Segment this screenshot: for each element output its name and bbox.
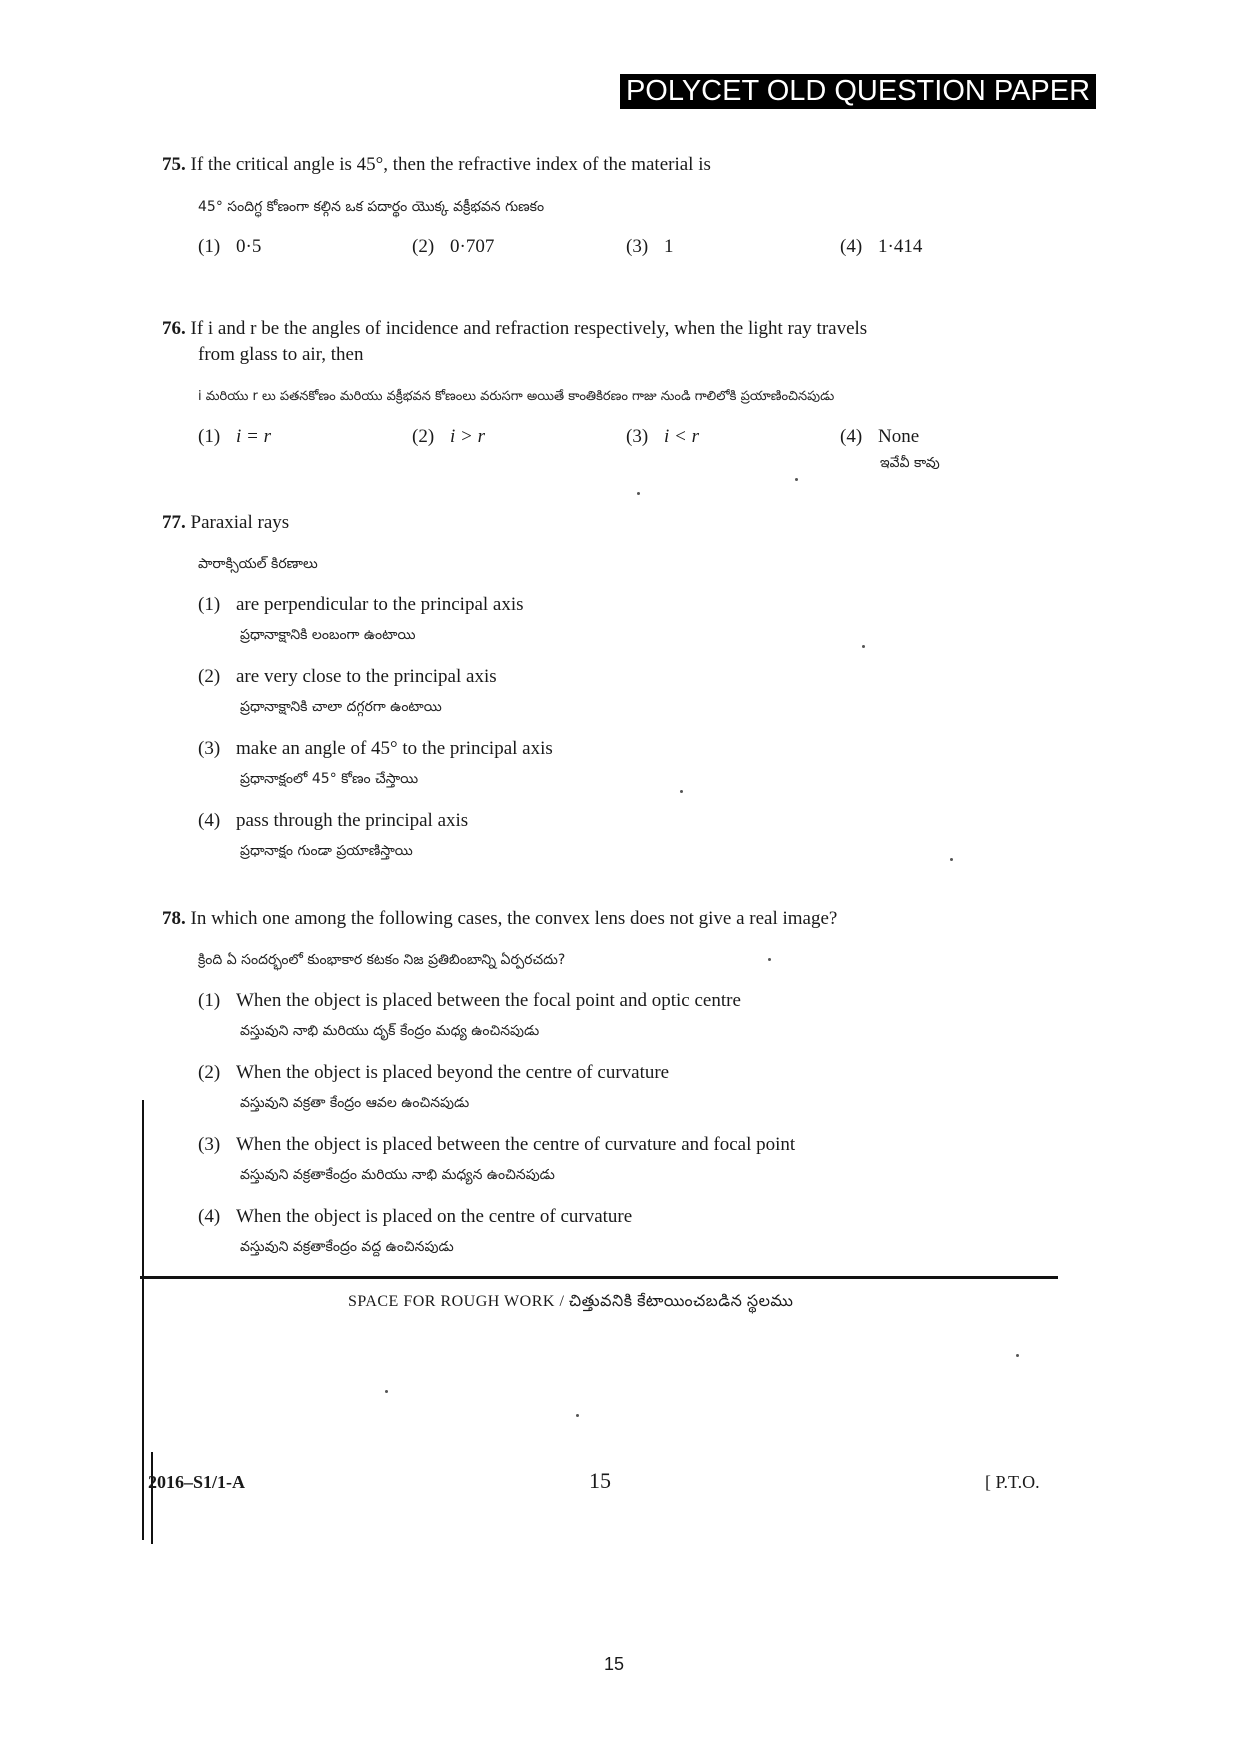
left-margin-line xyxy=(142,1100,144,1540)
option-text: pass through the principal axis xyxy=(236,810,469,831)
question-text-line1: If i and r be the angles of incidence and refraction respectively, when the light ray travels xyxy=(190,318,868,339)
left-margin-line-inner xyxy=(151,1452,153,1544)
option-text: 1·414 xyxy=(878,236,923,257)
question-number: 76. xyxy=(162,318,186,339)
option-text: i < r xyxy=(664,426,699,447)
option-text: are very close to the principal axis xyxy=(236,666,497,687)
option-label: (3) xyxy=(626,236,649,257)
q75-option-2 xyxy=(412,236,494,258)
q76-option-4 xyxy=(840,426,919,448)
option-label: (2) xyxy=(198,666,221,687)
q78-option-1-telugu: వస్తువుని నాభి మరియు దృక్ కేంద్రం మధ్య ఉంచినపుడు xyxy=(240,1023,540,1039)
scan-speck xyxy=(1016,1354,1019,1357)
q76-option-2 xyxy=(412,426,485,448)
option-label: (3) xyxy=(198,738,221,759)
option-text: When the object is placed on the centre of curvature xyxy=(236,1206,633,1227)
question-78-telugu: క్రింది ఏ సందర్భంలో కుంభాకార కటకం నిజ ప్రతిబింబాన్ని ఏర్పరచదు? xyxy=(198,952,566,968)
paper-code: 2016–S1/1-A xyxy=(148,1472,246,1492)
scan-speck xyxy=(576,1414,579,1417)
question-77 xyxy=(162,510,289,536)
q75-option-4 xyxy=(840,236,922,258)
option-text: i > r xyxy=(450,426,485,447)
scan-speck xyxy=(680,790,683,793)
pto-label: [ P.T.O. xyxy=(985,1472,1040,1492)
q77-option-1 xyxy=(198,594,524,616)
question-text: If the critical angle is 45°, then the refractive index of the material is xyxy=(190,154,711,175)
option-text: 0·5 xyxy=(236,236,262,257)
scan-speck xyxy=(637,492,640,495)
q78-option-4 xyxy=(198,1206,632,1228)
question-75 xyxy=(162,152,711,178)
option-text: None xyxy=(878,426,920,447)
q78-option-4-telugu: వస్తువుని వక్రతాకేంద్రం వద్ద ఉంచినపుడు xyxy=(240,1239,454,1255)
question-76 xyxy=(162,316,1082,342)
q78-option-3 xyxy=(198,1134,795,1156)
q75-option-3 xyxy=(626,236,674,258)
question-76-telugu: i మరియు r లు పతనకోణం మరియు వక్రీభవన కోణంలు వరుసగా అయితే కాంతికిరణం గాజు నుండి గాలిలోకి ప్రయాణించినపుడు xyxy=(198,389,835,404)
option-text: When the object is placed between the focal point and optic centre xyxy=(236,990,741,1011)
scan-speck xyxy=(795,478,798,481)
q78-option-3-telugu: వస్తువుని వక్రతాకేంద్రం మరియు నాభి మధ్యన ఉంచినపుడు xyxy=(240,1167,555,1183)
option-text: When the object is placed between the centre of curvature and focal point xyxy=(236,1134,796,1155)
question-number: 77. xyxy=(162,512,186,533)
q78-option-2 xyxy=(198,1062,669,1084)
option-label: (4) xyxy=(840,426,863,447)
option-label: (4) xyxy=(198,1206,221,1227)
option-text: make an angle of 45° to the principal axis xyxy=(236,738,553,759)
question-number: 78. xyxy=(162,908,186,929)
rough-work-label: SPACE FOR ROUGH WORK / చిత్తువనికి కేటాయించబడిన స్థలము xyxy=(348,1293,794,1310)
option-text: When the object is placed beyond the centre of curvature xyxy=(236,1062,670,1083)
page-number: 15 xyxy=(589,1468,611,1493)
option-text: 0·707 xyxy=(450,236,495,257)
bottom-page-number: 15 xyxy=(604,1654,625,1674)
q75-option-1 xyxy=(198,236,261,258)
question-text: In which one among the following cases, the convex lens does not give a real image? xyxy=(190,908,838,929)
option-text: i = r xyxy=(236,426,271,447)
question-77-telugu: పారాక్సియల్ కిరణాలు xyxy=(198,556,318,572)
option-label: (3) xyxy=(198,1134,221,1155)
option-label: (1) xyxy=(198,990,221,1011)
question-75-telugu: 45° సందిగ్ధ కోణంగా కల్గిన ఒక పదార్థం యొక్క వక్రీభవన గుణకం xyxy=(198,199,545,215)
question-76-line2: from glass to air, then xyxy=(198,344,364,365)
question-number: 75. xyxy=(162,154,186,175)
q77-option-4-telugu: ప్రధానాక్షం గుండా ప్రయాణిస్తాయి xyxy=(240,843,413,859)
q77-option-3 xyxy=(198,738,553,760)
scan-speck xyxy=(950,858,953,861)
q78-option-2-telugu: వస్తువుని వక్రతా కేంద్రం ఆవల ఉంచినపుడు xyxy=(240,1095,470,1111)
option-label: (2) xyxy=(412,236,435,257)
q77-option-4 xyxy=(198,810,468,832)
q77-option-2 xyxy=(198,666,497,688)
q77-option-1-telugu: ప్రధానాక్షానికి లంబంగా ఉంటాయి xyxy=(240,627,416,643)
q76-option-1 xyxy=(198,426,271,448)
q77-option-2-telugu: ప్రధానాక్షానికి చాలా దగ్గరగా ఉంటాయి xyxy=(240,699,442,715)
option-label: (1) xyxy=(198,594,221,615)
scan-speck xyxy=(385,1390,388,1393)
option-text: are perpendicular to the principal axis xyxy=(236,594,524,615)
option-label: (4) xyxy=(198,810,221,831)
option-label: (3) xyxy=(626,426,649,447)
option-text: 1 xyxy=(664,236,674,257)
rough-work-divider xyxy=(140,1276,1058,1279)
q77-option-3-telugu: ప్రధానాక్షంలో 45° కోణం చేస్తాయి xyxy=(240,771,419,787)
option-label: (4) xyxy=(840,236,863,257)
option-label: (1) xyxy=(198,236,221,257)
q76-option-3 xyxy=(626,426,699,448)
q76-option-4-telugu: ఇవేవీ కావు xyxy=(880,455,940,471)
document-banner: POLYCET OLD QUESTION PAPER xyxy=(620,74,1096,109)
question-78 xyxy=(162,906,837,932)
q78-option-1 xyxy=(198,990,741,1012)
scan-speck xyxy=(768,958,771,961)
question-text: Paraxial rays xyxy=(190,512,290,533)
option-label: (1) xyxy=(198,426,221,447)
scan-speck xyxy=(862,645,865,648)
option-label: (2) xyxy=(198,1062,221,1083)
option-label: (2) xyxy=(412,426,435,447)
